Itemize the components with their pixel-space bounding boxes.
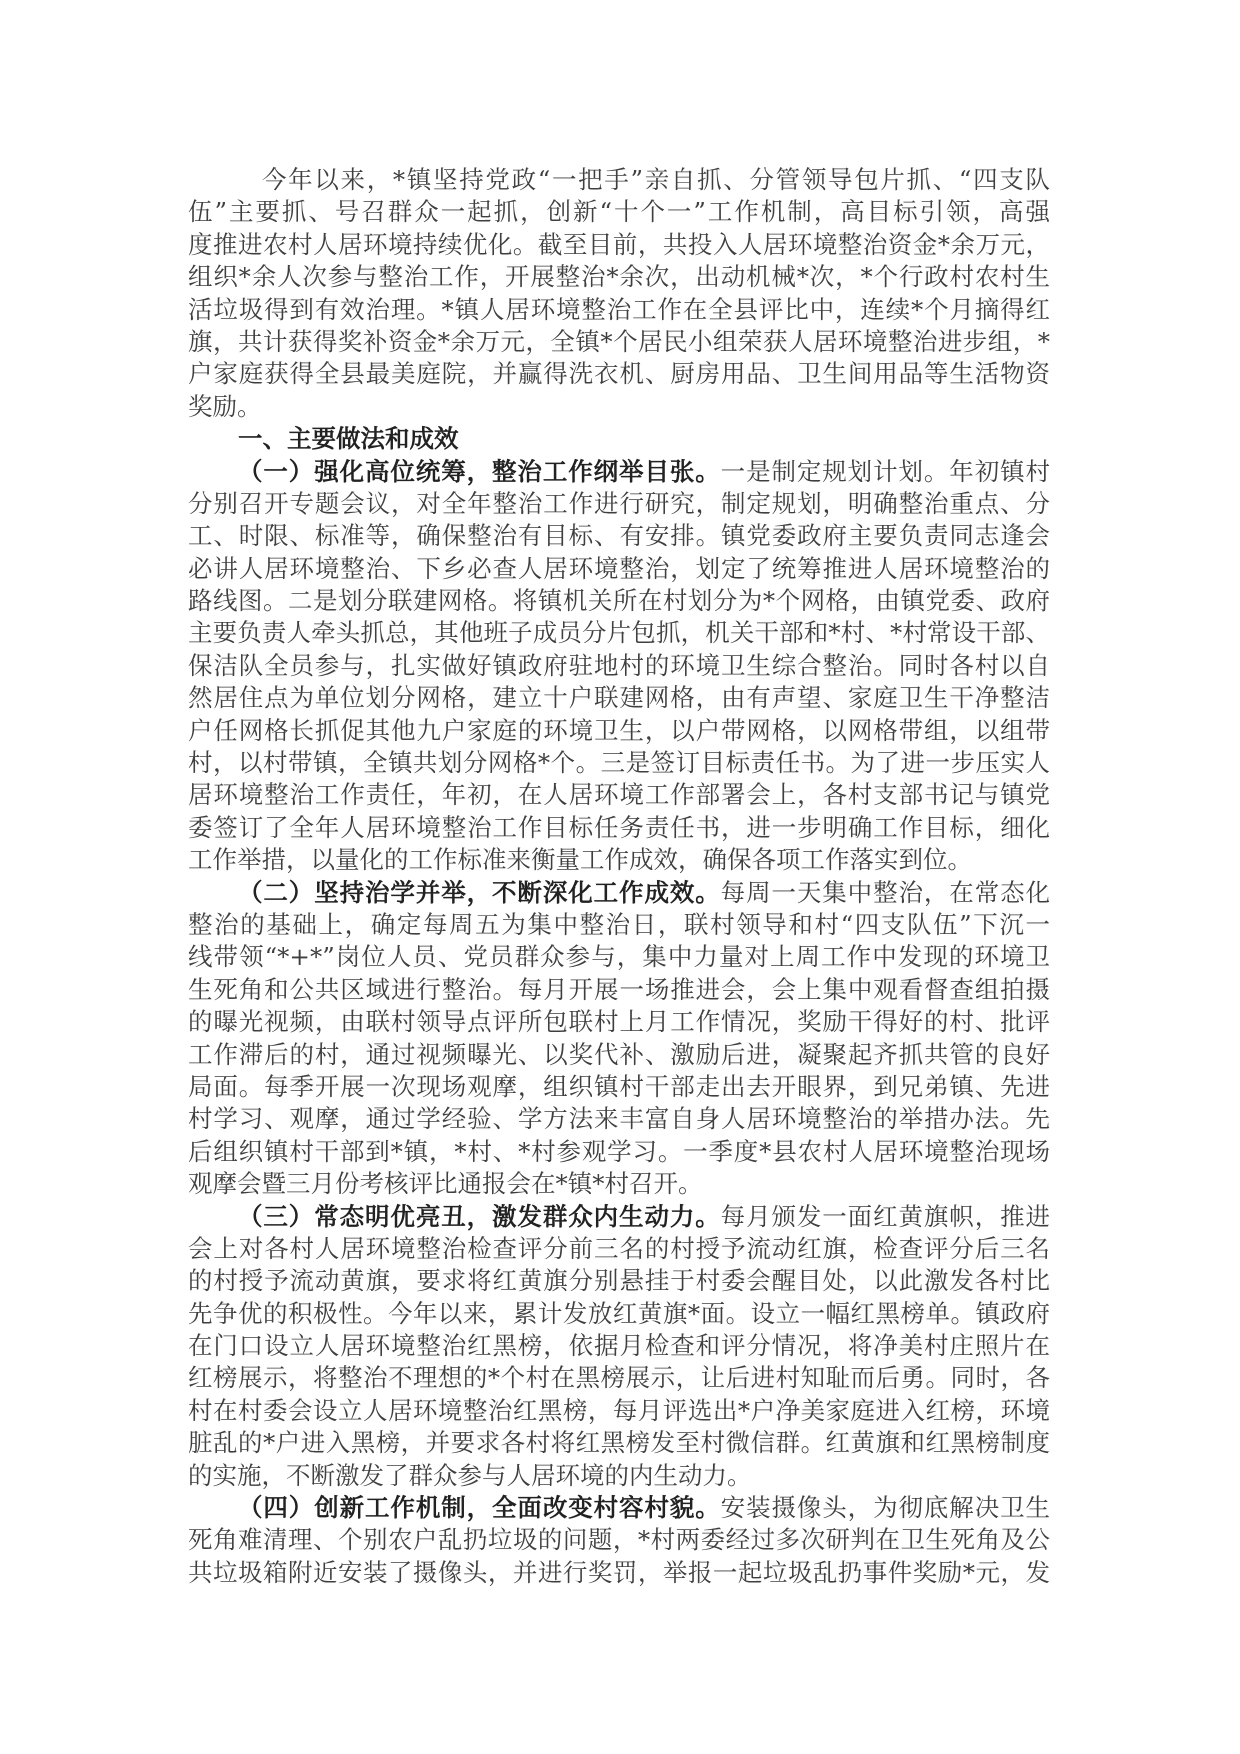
section-title: （一）强化高位统筹，整治工作纲举目张。 xyxy=(238,456,721,486)
text-line: 主要负责人牵头抓总，其他班子成员分片包抓，机关干部和*村、*村常设干部、 xyxy=(188,618,1050,648)
text-line: 居环境整治工作责任，年初，在人居环境工作部署会上，各村支部书记与镇党 xyxy=(188,780,1050,810)
text-line: 的村授予流动黄旗，要求将红黄旗分别悬挂于村委会醒目处，以此激发各村比 xyxy=(188,1266,1050,1296)
text-line xyxy=(188,1492,1050,1524)
text-line: 后组织镇村干部到*镇，*村、*村参观学习。一季度*县农村人居环境整治现场 xyxy=(188,1136,1050,1166)
text-line: 线带领“*+*”岗位人员、党员群众参与，集中力量对上周工作中发现的环境卫 xyxy=(188,942,1050,972)
text-line: 共垃圾箱附近安装了摄像头，并进行奖罚，举报一起垃圾乱扔事件奖励*元，发 xyxy=(188,1557,1050,1587)
text-line: 委签订了全年人居环境整治工作目标任务责任书，进一步明确工作目标，细化 xyxy=(188,812,1050,842)
text-line: 的曝光视频，由联村领导点评所包联村上月工作情况，奖励干得好的村、批评 xyxy=(188,1007,1050,1037)
text-line: 在门口设立人居环境整治红黑榜，依据月检查和评分情况，将净美村庄照片在 xyxy=(188,1331,1050,1361)
text-line: 路线图。二是划分联建网格。将镇机关所在村划分为*个网格，由镇党委、政府 xyxy=(188,586,1050,616)
text-line: 的实施，不断激发了群众参与人居环境的内生动力。 xyxy=(188,1460,752,1490)
text-line: 度推进农村人居环境持续优化。截至目前，共投入人居环境整治资金*余万元， xyxy=(188,229,1050,259)
section-paragraph xyxy=(188,456,1050,877)
section-heading: 一、主要做法和成效 xyxy=(238,424,459,454)
section-paragraph xyxy=(188,1201,1050,1493)
section-title: （二）坚持治学并举，不断深化工作成效。 xyxy=(238,877,721,907)
section-title: （三）常态明优亮丑，激发群众内生动力。 xyxy=(238,1201,721,1231)
text-line: 观摩会暨三月份考核评比通报会在*镇*村召开。 xyxy=(188,1169,703,1199)
text-line xyxy=(188,1201,1050,1233)
section-text: 每月颁发一面红黄旗帜，推进 xyxy=(720,1201,1051,1231)
text-line: 保洁队全员参与，扎实做好镇政府驻地村的环境卫生综合整治。同时各村以自 xyxy=(188,650,1050,680)
text-line: 会上对各村人居环境整治检查评分前三名的村授予流动红旗，检查评分后三名 xyxy=(188,1233,1050,1263)
text-line: 工作举措，以量化的工作标准来衡量工作成效，确保各项工作落实到位。 xyxy=(188,845,972,875)
text-line: 必讲人居环境整治、下乡必查人居环境整治，划定了统筹推进人居环境整治的 xyxy=(188,553,1050,583)
document-page xyxy=(188,164,1050,1589)
text-line: 奖励。 xyxy=(188,391,262,421)
section-text: 一是制定规划计划。年初镇村 xyxy=(720,456,1051,486)
text-line: 然居住点为单位划分网格，建立十户联建网格，由有声望、家庭卫生干净整洁 xyxy=(188,683,1050,713)
text-line: 伍”主要抓、号召群众一起抓，创新“十个一”工作机制，高目标引领，高强 xyxy=(188,197,1050,227)
text-line: 村，以村带镇，全镇共划分网格*个。三是签订目标责任书。为了进一步压实人 xyxy=(188,748,1050,778)
text-line: 局面。每季开展一次现场观摩，组织镇村干部走出去开眼界，到兄弟镇、先进 xyxy=(188,1071,1050,1101)
text-line: 旗，共计获得奖补资金*余万元，全镇*个居民小组荣获人居环境整治进步组，* xyxy=(188,326,1050,356)
section-text: 安装摄像头，为彻底解决卫生 xyxy=(720,1493,1051,1523)
text-line: 村在村委会设立人居环境整治红黑榜，每月评选出*户净美家庭进入红榜，环境 xyxy=(188,1395,1050,1425)
text-line: 先争优的积极性。今年以来，累计发放红黄旗*面。设立一幅红黑榜单。镇政府 xyxy=(188,1298,1050,1328)
text-line: 工、时限、标准等，确保整治有目标、有安排。镇党委政府主要负责同志逢会 xyxy=(188,521,1050,551)
section-paragraph xyxy=(188,1492,1050,1589)
section-paragraph xyxy=(188,877,1050,1201)
text-line: 户任网格长抓促其他九户家庭的环境卫生，以户带网格，以网格带组，以组带 xyxy=(188,715,1050,745)
text-line: 户家庭获得全县最美庭院，并赢得洗衣机、厨房用品、卫生间用品等生活物资 xyxy=(188,359,1050,389)
text-line: 分别召开专题会议，对全年整治工作进行研究，制定规划，明确整治重点、分 xyxy=(188,488,1050,518)
text-line: 今年以来，*镇坚持党政“一把手”亲自抓、分管领导包片抓、“四支队 xyxy=(262,165,1050,194)
text-line: 整治的基础上，确定每周五为集中整治日，联村领导和村“四支队伍”下沉一 xyxy=(188,909,1050,939)
section-title: （四）创新工作机制，全面改变村容村貌。 xyxy=(238,1493,721,1523)
text-line: 村学习、观摩，通过学经验、学方法来丰富自身人居环境整治的举措办法。先 xyxy=(188,1104,1050,1134)
text-line: 生死角和公共区域进行整治。每月开展一场推进会，会上集中观看督查组拍摄 xyxy=(188,974,1050,1004)
intro-paragraph xyxy=(188,164,1050,423)
text-line: 活垃圾得到有效治理。*镇人居环境整治工作在全县评比中，连续*个月摘得红 xyxy=(188,294,1050,324)
text-line: 脏乱的*户进入黑榜，并要求各村将红黑榜发至村微信群。红黄旗和红黑榜制度 xyxy=(188,1428,1050,1458)
text-line: 红榜展示，将整治不理想的*个村在黑榜展示，让后进村知耻而后勇。同时，各 xyxy=(188,1363,1050,1393)
section-text: 每周一天集中整治，在常态化 xyxy=(720,877,1051,907)
text-line xyxy=(188,877,1050,909)
text-line xyxy=(188,456,1050,488)
text-line: 死角难清理、个别农户乱扔垃圾的问题，*村两委经过多次研判在卫生死角及公 xyxy=(188,1525,1050,1555)
text-line: 组织*余人次参与整治工作，开展整治*余次，出动机械*次，*个行政村农村生 xyxy=(188,262,1050,292)
text-line: 工作滞后的村，通过视频曝光、以奖代补、激励后进，凝聚起齐抓共管的良好 xyxy=(188,1039,1050,1069)
